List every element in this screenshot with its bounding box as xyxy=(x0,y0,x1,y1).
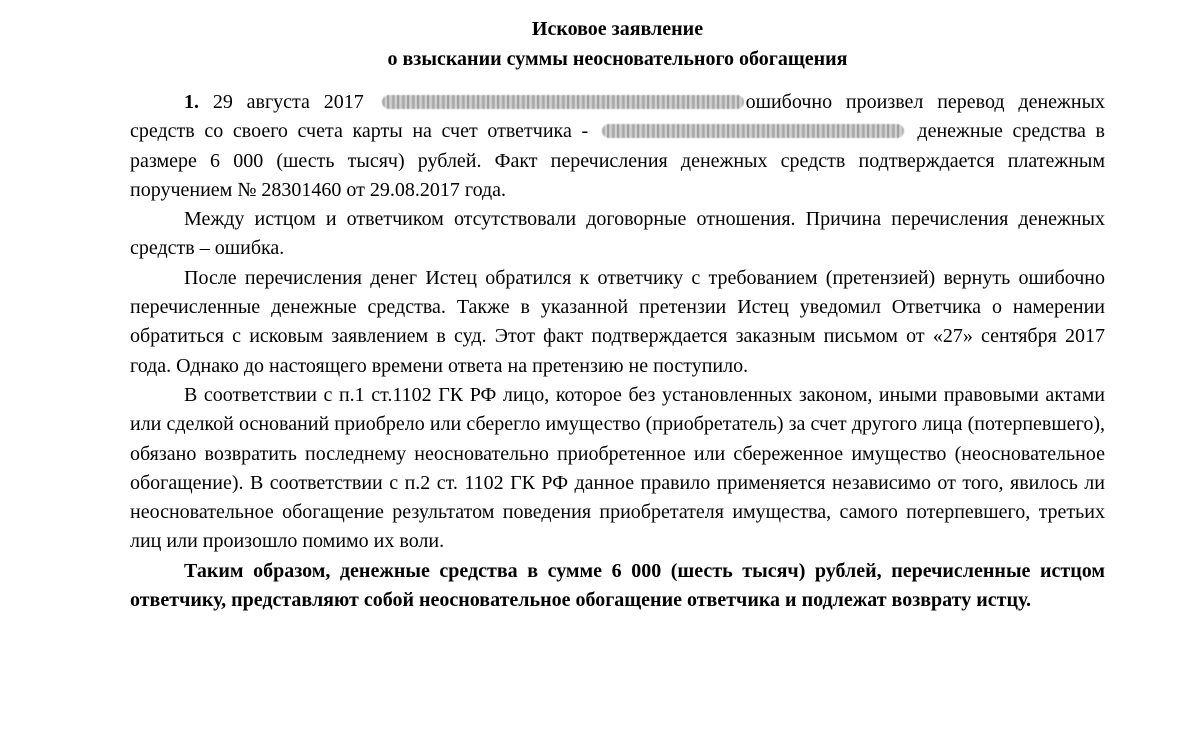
paragraph-number: 1. xyxy=(184,91,199,113)
paragraph-2: Между истцом и ответчиком отсутствовали договорные отношения. Причина перечисления денежных средств – ошибка. xyxy=(130,208,1105,260)
paragraph-1-text-a: 29 августа 2017 xyxy=(199,91,378,113)
redacted-defendant-name xyxy=(602,124,904,138)
paragraph-1 xyxy=(130,88,1105,205)
redacted-plaintiff-name xyxy=(382,95,744,109)
title-line-2: о взыскании суммы неосновательного обогащения xyxy=(387,48,848,70)
document-page xyxy=(130,14,1105,615)
title-line-1: Исковое заявление xyxy=(531,18,704,40)
paragraph-3: После перечисления денег Истец обратился к ответчику с требованием (претензией) вернуть ошибочно перечисленные денежные средства. Также в указанной претензии Истец уведомил Ответчика о намерении обратиться с исковым заявлением в суд. Этот факт подтверждается заказным письмом от «27» сентября 2017 года. Однако до настоящего времени ответа на претензию не поступило. xyxy=(130,266,1105,377)
paragraph-1-text-c: денежные средства в размере 6 000 (шесть тысяч) рублей. Факт перечисления денежных средств подтверждается платежным поручением № 28301460 от 29.08.2017 года. xyxy=(130,120,1105,201)
paragraph-1-text-b: ошибочно произвел перевод денежных средств со своего счета карты на счет ответчика - xyxy=(130,91,1106,143)
paragraph-5-conclusion: Таким образом, денежные средства в сумме 6 000 (шесть тысяч) рублей, перечисленные истцом ответчику, представляют собой неосновательное обогащение ответчика и подлежат возврату истцу. xyxy=(130,559,1105,612)
document-title xyxy=(130,14,1105,74)
paragraph-4: В соответствии с п.1 ст.1102 ГК РФ лицо, которое без установленных законом, иными правовыми актами или сделкой оснований приобрело или сберегло имущество (приобретатель) за счет другого лица (потерпевшего), обязано возвратить последнему неосновательно приобретенное или сбереженное имущество (неосновательное обогащение). В соответствии с п.2 ст. 1102 ГК РФ данное правило применяется независимо от того, явилось ли неосновательное обогащение результатом поведения приобретателя имущества, самого потерпевшего, третьих лиц или произошло помимо их воли. xyxy=(130,383,1105,553)
